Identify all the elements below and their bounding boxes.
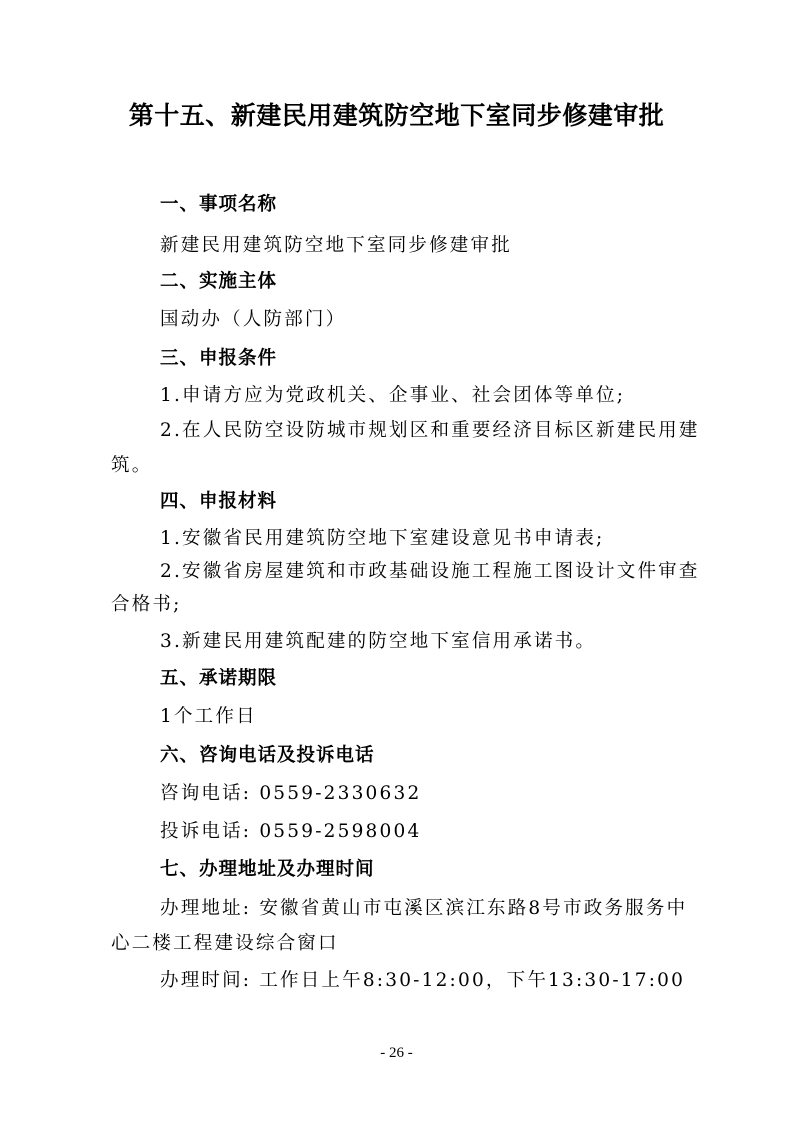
consultation-phone-text: 咨询电话: 0559-2330632 — [160, 783, 422, 804]
commitment-period-text: 1个工作日 — [160, 706, 257, 727]
condition-line-2-continued: 筑。 — [111, 455, 153, 476]
office-address-text: 办理地址: 安徽省黄山市屯溪区滨江东路8号市政务服务中 — [160, 898, 688, 919]
section-heading-commitment-period: 五、承诺期限 — [160, 668, 278, 689]
condition-line-2: 2.在人民防空设防城市规划区和重要经济目标区新建民用建 — [160, 420, 700, 441]
implementing-body-text: 国动办（人防部门） — [160, 309, 347, 330]
material-line-3: 3.新建民用建筑配建的防空地下室信用承诺书。 — [160, 631, 597, 652]
office-address-continued: 心二楼工程建设综合窗口 — [111, 933, 339, 954]
section-heading-item-name: 一、事项名称 — [160, 194, 278, 215]
page-title: 第十五、新建民用建筑防空地下室同步修建审批 — [128, 101, 665, 130]
section-heading-application-materials: 四、申报材料 — [160, 491, 278, 512]
section-heading-application-conditions: 三、申报条件 — [160, 348, 278, 369]
section-heading-implementing-body: 二、实施主体 — [160, 271, 278, 292]
section-heading-contact-phones: 六、咨询电话及投诉电话 — [160, 745, 375, 766]
material-line-2-continued: 合格书; — [111, 594, 182, 615]
section-heading-address-and-hours: 七、办理地址及办理时间 — [160, 859, 375, 880]
item-name-text: 新建民用建筑防空地下室同步修建审批 — [160, 235, 512, 256]
material-line-2: 2.安徽省房屋建筑和市政基础设施工程施工图设计文件审查 — [160, 561, 700, 582]
complaint-phone-text: 投诉电话: 0559-2598004 — [160, 821, 422, 842]
page-number: - 26 - — [380, 1045, 413, 1061]
condition-line-1: 1.申请方应为党政机关、企事业、社会团体等单位; — [160, 385, 626, 406]
office-hours-text: 办理时间: 工作日上午8:30-12:00，下午13:30-17:00 — [160, 970, 686, 991]
material-line-1: 1.安徽省民用建筑防空地下室建设意见书申请表; — [160, 528, 605, 549]
